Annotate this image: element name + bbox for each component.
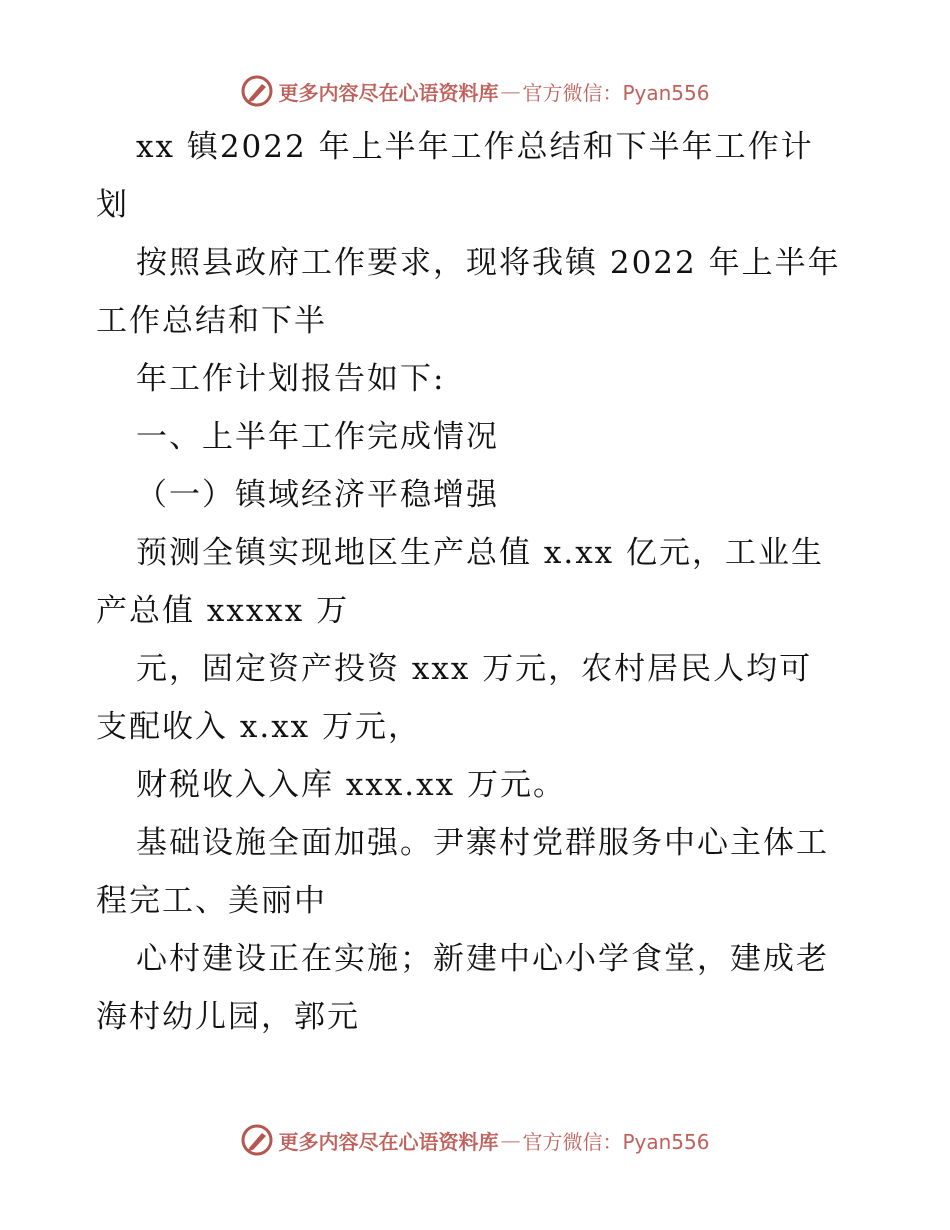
title-line-1: xx 镇2022 年上半年工作总结和下半年工作计: [136, 129, 814, 165]
paragraph-line: 年工作计划报告如下:: [136, 361, 446, 397]
banner-slogan: 更多内容尽在心语资料库: [278, 80, 499, 105]
title-line-2: 划: [96, 187, 129, 223]
paragraph-line: 心村建设正在实施；新建中心小学食堂，建成老: [136, 941, 829, 977]
paragraph-line: 海村幼儿园，郭元: [96, 999, 360, 1035]
paragraph-line: 预测全镇实现地区生产总值 x.xx 亿元，工业生: [136, 535, 825, 571]
paragraph-line: 程完工、美丽中: [96, 883, 327, 919]
document-body: [96, 118, 856, 1046]
paragraph-line: 支配收入 x.xx 万元，: [96, 709, 422, 745]
header-banner: [0, 71, 950, 111]
paragraph-line: 财税收入入库 xxx.xx 万元。: [136, 767, 566, 803]
paragraph-line: 产总值 xxxxx 万: [96, 593, 350, 629]
banner-account: 官方微信：Pyan556: [522, 1129, 710, 1154]
banner-dash: —: [500, 1128, 521, 1152]
quill-logo-icon: [240, 1123, 274, 1157]
paragraph-line: 工作总结和下半: [96, 303, 327, 339]
paragraph-line: 按照县政府工作要求，现将我镇 2022 年上半年: [136, 245, 841, 281]
section-heading: 一、上半年工作完成情况: [136, 419, 499, 455]
subsection-heading: （一）镇域经济平稳增强: [136, 477, 499, 513]
footer-banner: [0, 1120, 950, 1160]
quill-logo-icon: [240, 74, 274, 108]
banner-dash: —: [500, 79, 521, 103]
banner-slogan: 更多内容尽在心语资料库: [278, 1129, 499, 1154]
paragraph-line: 基础设施全面加强。尹寨村党群服务中心主体工: [136, 825, 829, 861]
paragraph-line: 元，固定资产投资 xxx 万元，农村居民人均可: [136, 651, 813, 687]
banner-account: 官方微信：Pyan556: [522, 80, 710, 105]
